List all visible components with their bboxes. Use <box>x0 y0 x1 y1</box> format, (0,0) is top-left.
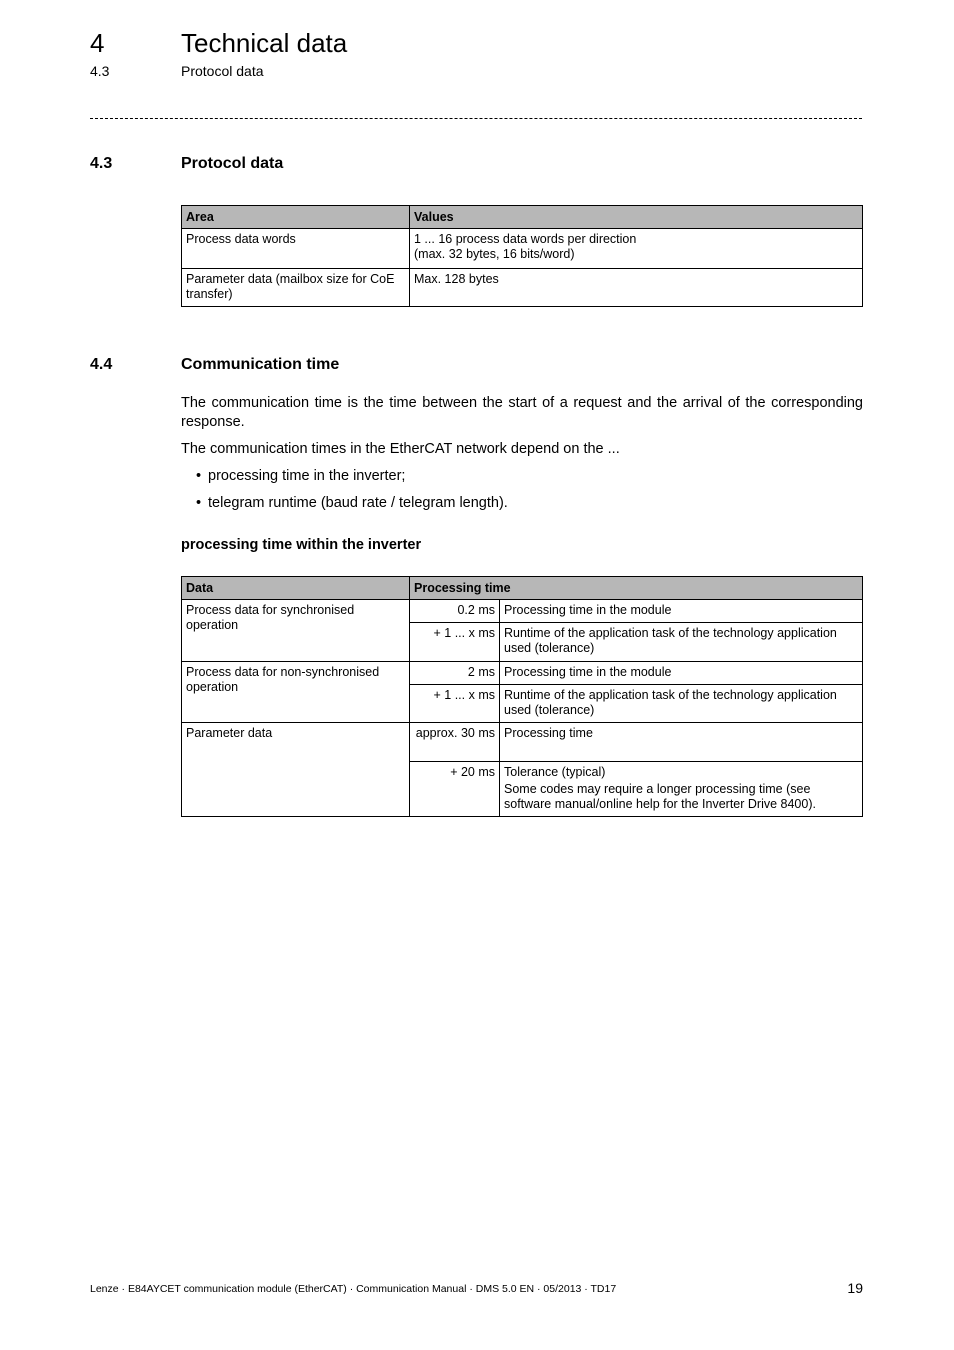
section-4-3-title: Protocol data <box>181 155 284 172</box>
chapter-title: Technical data <box>181 28 348 58</box>
cell-time: approx. 30 ms <box>410 723 500 762</box>
table-row <box>182 269 863 307</box>
description-line: Processing time in the module <box>504 603 672 617</box>
cell-values <box>410 269 863 307</box>
list-item: telegram runtime (baud rate / telegram length). <box>208 495 508 511</box>
section-4-3-number: 4.3 <box>90 155 113 172</box>
cell-description <box>500 600 863 623</box>
cell-area: Parameter data (mailbox size for CoE transfer) <box>182 269 410 307</box>
cell-description <box>500 662 863 685</box>
cell-values <box>410 229 863 269</box>
cell-description <box>500 723 863 762</box>
chapter-number: 4 <box>90 28 105 58</box>
table-header-row <box>182 206 863 229</box>
section-4-4-title: Communication time <box>181 356 340 373</box>
column-header-processing-time: Processing time <box>410 577 863 600</box>
paragraph-dependency: The communication times in the EtherCAT network depend on the ... <box>181 441 620 457</box>
header-divider <box>90 118 862 119</box>
description-line: Runtime of the application task of the technology application used (tolerance) <box>504 688 837 717</box>
section-4-4-number: 4.4 <box>90 356 113 373</box>
cell-time: 0.2 ms <box>410 600 500 623</box>
header-section-title: Protocol data <box>181 63 264 79</box>
cell-data: Parameter data <box>182 723 410 817</box>
table-row <box>182 600 863 623</box>
footer-text: Lenze · E84AYCET communication module (EtherCAT) · Communication Manual · DMS 5.0 EN · 05/2013 · TD17 <box>90 1283 617 1295</box>
column-header-values: Values <box>410 206 863 229</box>
description-line: Processing time in the module <box>504 665 672 679</box>
cell-values-line: (max. 32 bytes, 16 bits/word) <box>414 247 575 261</box>
cell-description <box>500 762 863 817</box>
cell-time: + 1 ... x ms <box>410 623 500 662</box>
cell-data: Process data for non-synchronised operation <box>182 662 410 723</box>
table-header-row <box>182 577 863 600</box>
header-section-number: 4.3 <box>90 63 110 79</box>
description-line: Processing time <box>504 726 593 740</box>
bullet-icon: • <box>196 495 202 511</box>
cell-time: + 20 ms <box>410 762 500 817</box>
table-row <box>182 662 863 685</box>
bullet-icon: • <box>196 468 202 484</box>
list-item: processing time in the inverter; <box>208 468 406 484</box>
table-row <box>182 723 863 762</box>
cell-data: Process data for synchronised operation <box>182 600 410 662</box>
cell-values-line: 1 ... 16 process data words per direction <box>414 232 637 246</box>
column-header-area: Area <box>182 206 410 229</box>
cell-area: Process data words <box>182 229 410 269</box>
subheading: processing time within the inverter <box>181 537 422 553</box>
description-line: Tolerance (typical) <box>504 765 606 779</box>
cell-time: + 1 ... x ms <box>410 685 500 723</box>
cell-description <box>500 685 863 723</box>
column-header-data: Data <box>182 577 410 600</box>
paragraph-definition: The communication time is the time between the start of a request and the arrival of the corresponding response. <box>181 395 863 430</box>
protocol-data-table <box>181 205 863 307</box>
page-number: 19 <box>847 1280 863 1296</box>
processing-time-table <box>181 576 863 817</box>
cell-time: 2 ms <box>410 662 500 685</box>
table-row <box>182 229 863 269</box>
description-line: Some codes may require a longer processing time (see software manual/online help for the Inverter Drive 8400). <box>504 782 816 811</box>
description-line: Runtime of the application task of the technology application used (tolerance) <box>504 626 837 655</box>
cell-values-line: Max. 128 bytes <box>414 272 499 286</box>
cell-description <box>500 623 863 662</box>
